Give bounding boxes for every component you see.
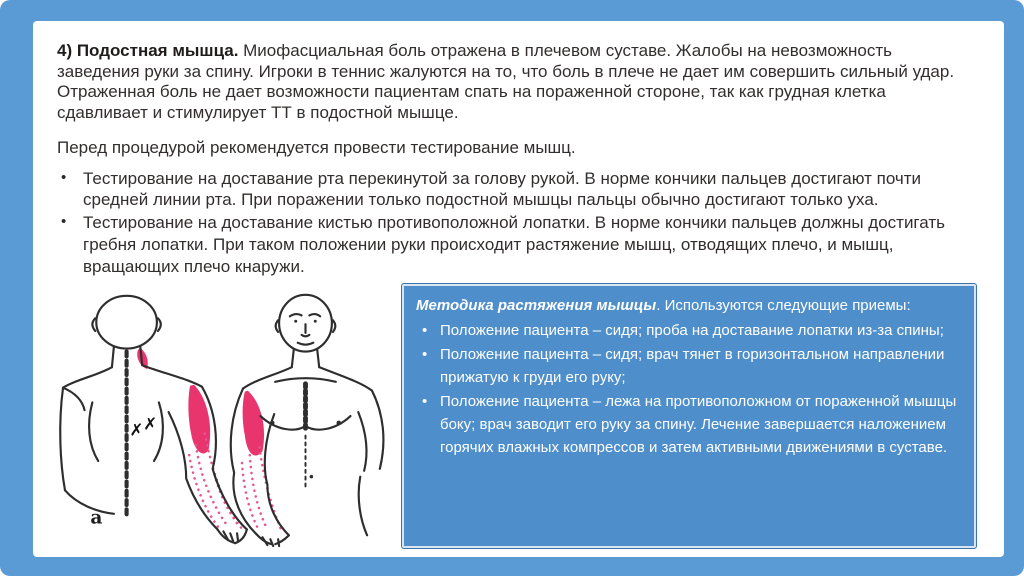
pain-zone-back — [137, 348, 210, 454]
method-box-title: Методика растяжения мышцы — [416, 297, 657, 314]
testing-bullet-list — [57, 168, 978, 278]
intro-text: Миофасциальная боль отражена в плечевом суставе. Жалобы на невозможность заведения руки за спину. Игроки в теннис жалуются на то, что боль в плече не дает им совершить сильный удар. Отраженная боль не дает возможности пациентам спать на пораженной стороне, так как грудная клетка сдавливает и стимулирует ТТ в подостной мышце. — [57, 41, 955, 123]
anatomy-illustration — [45, 287, 391, 549]
trigger-x-icon: ✗ — [129, 420, 144, 440]
figure-label-a: a — [90, 507, 103, 529]
trigger-x-icon: ✗ — [143, 414, 158, 434]
test-bullet-1: • Тестирование на доставание рта перекинутой за голову рукой. В норме кончики пальцев достигают почти средней линии рта. При поражении только подостной мышцы пальцы обычно достигают только уха. — [83, 168, 978, 212]
back-view-figure — [60, 296, 247, 543]
test-bullet-2: • Тестирование на доставание кистью противоположной лопатки. В норме кончики пальцев должны достигать гребня лопатки. При таком положении руки происходит растяжение мышц, отводящих плечо, и мышц, вращающих плечо кнаружи. — [83, 212, 978, 277]
method-bullet-list — [416, 319, 960, 459]
slide-body-text — [57, 41, 978, 278]
method-bullet-2: • Положение пациента – сидя; врач тянет в горизонтальном направлении прижатую к груди его руку; — [440, 343, 960, 390]
trigger-points-figure — [45, 287, 391, 549]
slide-panel — [33, 21, 1004, 557]
stretching-method-box — [402, 284, 976, 548]
intro-paragraph — [57, 41, 978, 124]
testing-note: Перед процедурой рекомендуется провести тестирование мышц. — [57, 137, 576, 157]
method-box-intro: . Используются следующие приемы: — [656, 297, 911, 314]
method-bullet-3: • Положение пациента – лежа на противоположном от пораженной мышцы боку; врач заводит его руку за спину. Лечение завершается наложением горячих влажных компрессов и затем активными движениями в суставе. — [440, 390, 960, 460]
muscle-title: 4) Подостная мышца. — [57, 41, 239, 60]
pain-zone-front — [243, 391, 264, 456]
method-bullet-1: • Положение пациента – сидя; проба на доставание лопатки из-за спины; — [440, 319, 960, 342]
front-view-figure — [231, 295, 384, 546]
